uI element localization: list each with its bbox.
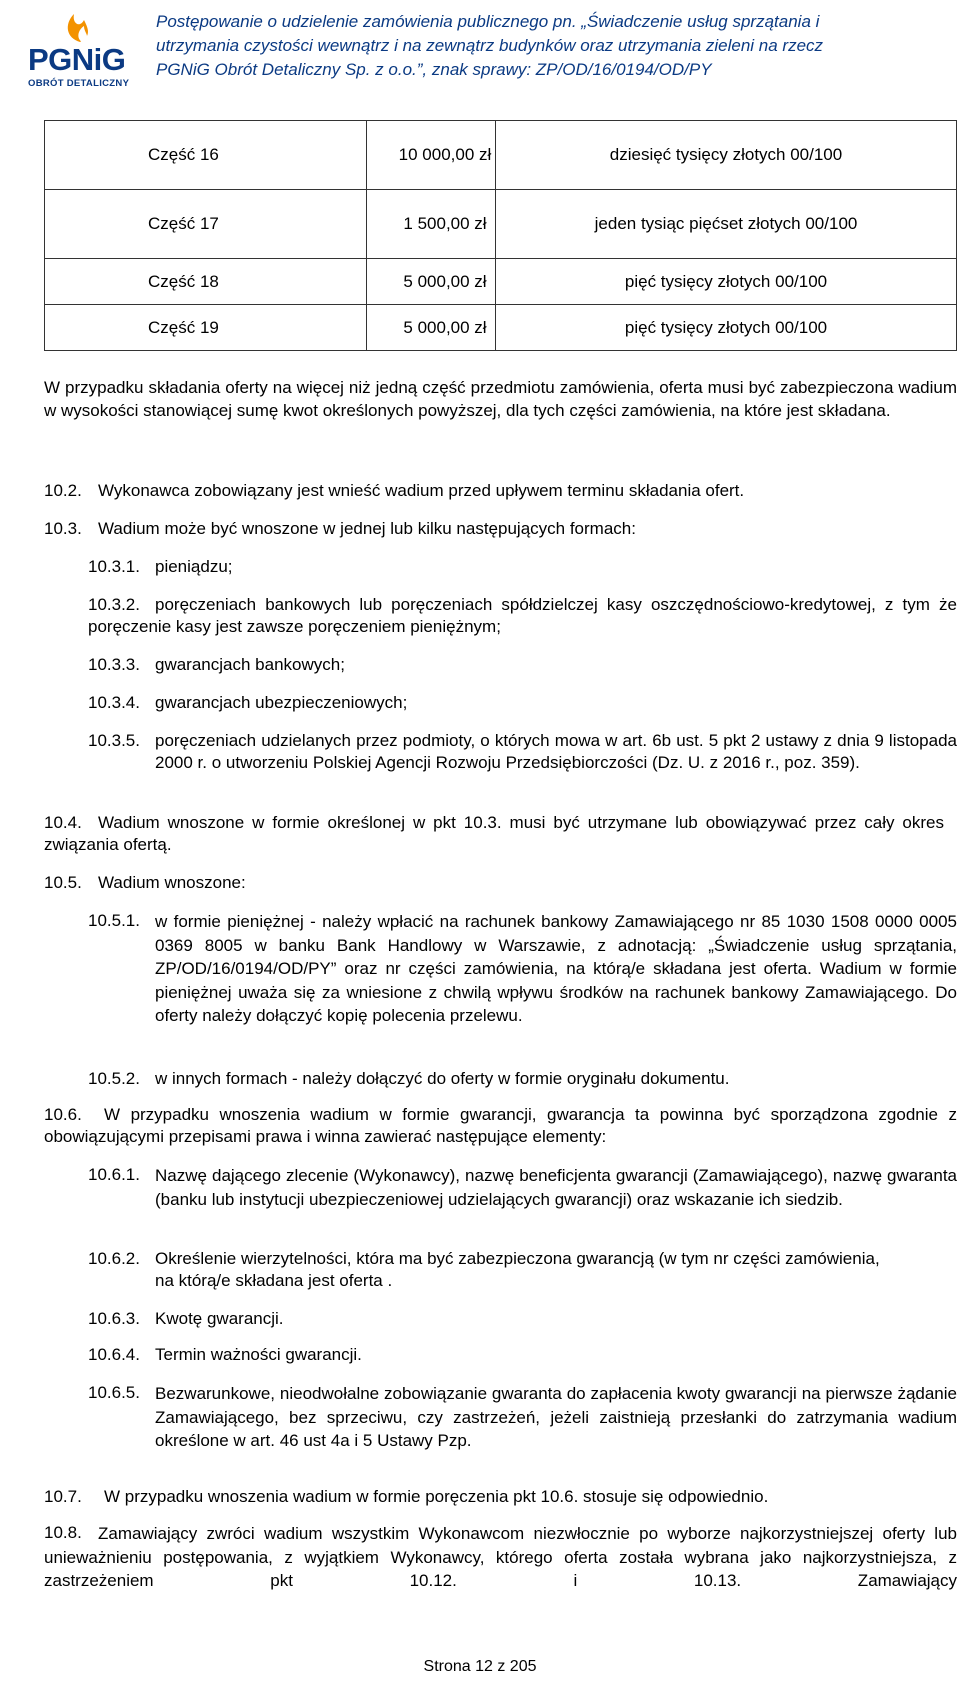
section-text: Wykonawca zobowiązany jest wnieść wadium przed upływem terminu składania ofert. xyxy=(98,481,745,500)
section-number: 10.2. xyxy=(44,481,82,500)
section-10-2 xyxy=(44,480,957,502)
amount-cell: 1 500,00 zł xyxy=(367,190,496,259)
section-number: 10.6.3. xyxy=(88,1309,140,1328)
section-number: 10.6.5. xyxy=(88,1383,140,1402)
section-text: Zamawiający zwróci wadium wszystkim Wykonawcom niezwłocznie po wyborze najkorzystniejszej oferty lub unieważnieniu postępowania, z wyjątkiem Wykonawcy, którego oferta została wybrana jako najkorzystniejsza, z zastrzeżeniem pkt 10.12. i 10.13. Zamawiający xyxy=(44,1524,957,1590)
header-line: utrzymania czystości wewnątrz i na zewnątrz budynków oraz utrzymania zieleni na rzecz xyxy=(156,36,824,55)
section-text: Wadium wnoszone: xyxy=(98,873,246,892)
section-text: Wadium wnoszone w formie określonej w pkt 10.3. musi być utrzymane lub obowiązywać przez cały okres związania ofertą. xyxy=(44,813,944,854)
section-10-6-4 xyxy=(88,1344,957,1366)
intro-paragraph: W przypadku składania oferty na więcej niż jedną część przedmiotu zamówienia, oferta musi być zabezpieczona wadium w wysokości stanowiącej sumę kwot określonych powyższej, dla tych części zamówienia, na które jest składana. xyxy=(44,378,957,420)
section-number: 10.3.5. xyxy=(88,731,140,750)
section-10-4 xyxy=(44,812,957,856)
section-text: Kwotę gwarancji. xyxy=(155,1309,284,1328)
section-text: Nazwę dającego zlecenie (Wykonawcy), nazwę beneficjenta gwarancji (Zamawiającego), nazwę gwaranta (banku lub instytucji ubezpieczeniowej udzielających gwarancji) oraz wskazanie ich siedzib. xyxy=(155,1166,957,1209)
table-row xyxy=(45,190,957,259)
table-row xyxy=(45,121,957,190)
table-row xyxy=(45,259,957,305)
part-cell: Część 19 xyxy=(45,305,367,351)
section-text: gwarancjach ubezpieczeniowych; xyxy=(155,693,408,712)
words-cell: pięć tysięcy złotych 00/100 xyxy=(496,259,957,305)
section-10-3-3 xyxy=(88,654,957,676)
section-number: 10.5.2. xyxy=(88,1069,140,1088)
section-number: 10.6.2. xyxy=(88,1249,140,1268)
amount-cell: 5 000,00 zł xyxy=(367,305,496,351)
section-number: 10.3.3. xyxy=(88,655,140,674)
section-number: 10.6. xyxy=(44,1105,82,1124)
words-cell: jeden tysiąc pięćset złotych 00/100 xyxy=(496,190,957,259)
section-number: 10.8. xyxy=(44,1523,82,1542)
table-row xyxy=(45,305,957,351)
section-number: 10.5.1. xyxy=(88,911,140,930)
section-number: 10.3. xyxy=(44,519,82,538)
header-line: Postępowanie o udzielenie zamówienia publicznego pn. „Świadczenie usług sprzątania i xyxy=(156,12,820,31)
section-number: 10.5. xyxy=(44,873,82,892)
section-10-5-2 xyxy=(88,1068,957,1090)
section-number: 10.3.4. xyxy=(88,693,140,712)
part-cell: Część 16 xyxy=(45,121,367,190)
section-10-6-5 xyxy=(88,1382,957,1453)
section-number: 10.6.4. xyxy=(88,1345,140,1364)
section-text: pieniądzu; xyxy=(155,557,233,576)
header-title xyxy=(156,10,951,82)
section-text: Określenie wierzytelności, która ma być zabezpieczona gwarancją (w tym nr części zamówienia, na którą/e składana jest oferta . xyxy=(155,1249,880,1290)
section-text: gwarancjach bankowych; xyxy=(155,655,345,674)
part-cell: Część 18 xyxy=(45,259,367,305)
words-cell: dziesięć tysięcy złotych 00/100 xyxy=(496,121,957,190)
section-text: w formie pieniężnej - należy wpłacić na rachunek bankowy Zamawiającego nr 85 1030 1508 0000 0005 0369 8005 w banku Bank Handlowy w Warszawie, z adnotacją: „Świadczenie usług sprzątania, ZP/OD/16/0194/OD/PY” oraz nr części zamówienia, na którą/e składana jest oferta. Wadium w formie pieniężnej uważa się za wniesione z chwilą wpływu środków na rachunek bankowy Zamawiającego. Do oferty należy dołączyć kopię polecenia przelewu. xyxy=(155,912,957,1025)
section-10-7 xyxy=(44,1486,957,1508)
section-text: Wadium może być wnoszone w jednej lub kilku następujących formach: xyxy=(98,519,636,538)
section-text: w innych formach - należy dołączyć do oferty w formie oryginału dokumentu. xyxy=(155,1069,730,1088)
section-number: 10.7. xyxy=(44,1487,82,1506)
section-text: Bezwarunkowe, nieodwołalne zobowiązanie gwaranta do zapłacenia kwoty gwarancji na pierwsze żądanie Zamawiającego, bez sprzeciwu, czy zastrzeżeń, jeżeli zaistnieją przesłanki do zatrzymania wadium określone w art. 46 ust 4a i 5 Ustawy Pzp. xyxy=(155,1384,957,1450)
section-10-5 xyxy=(44,872,957,894)
pgnig-logo xyxy=(22,6,132,90)
section-10-6-1 xyxy=(88,1164,957,1211)
section-10-6 xyxy=(44,1104,957,1148)
section-number: 10.4. xyxy=(44,813,82,832)
section-text: W przypadku wnoszenia wadium w formie gwarancji, gwarancja ta powinna być sporządzona zgodnie z obowiązującymi przepisami prawa i winna zawierać następujące elementy: xyxy=(44,1105,957,1146)
section-number: 10.6.1. xyxy=(88,1165,140,1184)
flame-icon xyxy=(22,6,132,46)
section-10-8 xyxy=(44,1522,957,1593)
header-line: PGNiG Obrót Detaliczny Sp. z o.o.”, znak sprawy: ZP/OD/16/0194/OD/PY xyxy=(156,60,712,79)
words-cell: pięć tysięcy złotych 00/100 xyxy=(496,305,957,351)
section-10-3-5 xyxy=(88,730,957,774)
section-text: Termin ważności gwarancji. xyxy=(155,1345,362,1364)
section-10-3 xyxy=(44,518,957,540)
amount-cell: 5 000,00 zł xyxy=(367,259,496,305)
section-number: 10.3.2. xyxy=(88,595,140,614)
section-text: poręczeniach bankowych lub poręczeniach spółdzielczej kasy oszczędnościowo-kredytowej, z tym że poręczenie kasy jest zawsze poręczeniem pieniężnym; xyxy=(88,595,957,636)
section-10-5-1 xyxy=(88,910,957,1028)
section-10-6-3 xyxy=(88,1308,957,1330)
section-10-3-2 xyxy=(88,594,957,638)
section-10-6-2 xyxy=(88,1248,957,1292)
section-number: 10.3.1. xyxy=(88,557,140,576)
logo-subtitle: OBRÓT DETALICZNY xyxy=(28,78,130,89)
section-text: poręczeniach udzielanych przez podmioty, o których mowa w art. 6b ust. 5 pkt 2 ustawy z dnia 9 listopada 2000 r. o utworzeniu Polskiej Agencji Rozwoju Przedsiębiorczości (Dz. U. z 2016 r., poz. 359). xyxy=(155,731,957,772)
wadium-table xyxy=(44,120,957,351)
section-10-3-1 xyxy=(88,556,957,578)
page-footer: Strona 12 z 205 xyxy=(423,1658,537,1675)
page-header xyxy=(0,0,960,110)
logo-wordmark: PGNiG xyxy=(28,42,126,77)
amount-cell: 10 000,00 zł xyxy=(367,121,496,190)
part-cell: Część 17 xyxy=(45,190,367,259)
section-text: W przypadku wnoszenia wadium w formie poręczenia pkt 10.6. stosuje się odpowiednio. xyxy=(104,1487,769,1506)
section-10-3-4 xyxy=(88,692,957,714)
